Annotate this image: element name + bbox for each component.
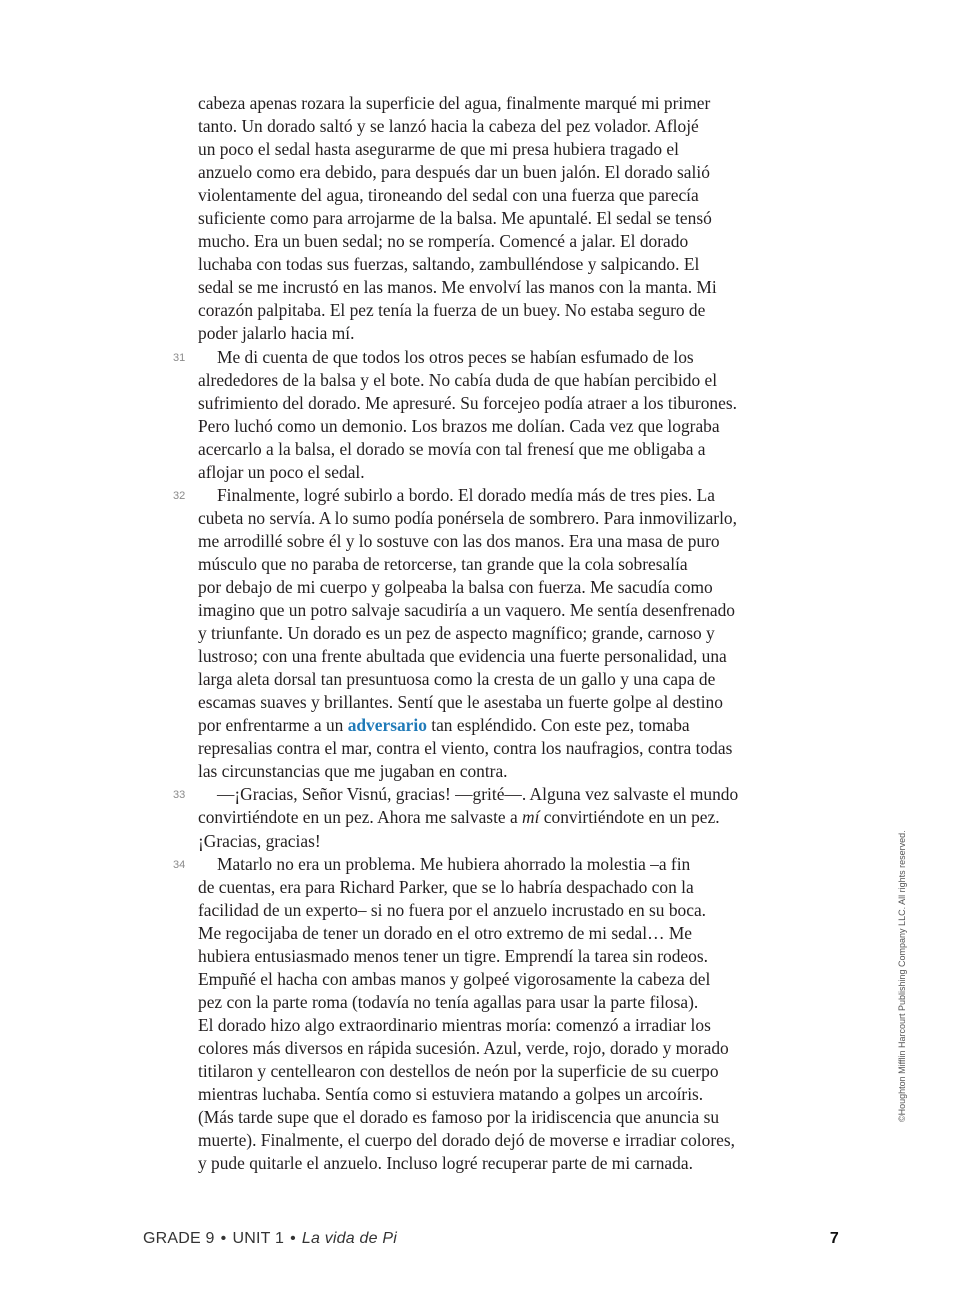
text-line: [198, 645, 798, 668]
line-text: ¡Gracias, gracias!: [198, 830, 321, 851]
text-line: [198, 207, 798, 230]
footer-bullet: •: [220, 1230, 227, 1247]
line-text: por debajo de mi cuerpo y golpeaba la balsa con fuerza. Me sacudía como: [198, 576, 713, 597]
line-text: alrededores de la balsa y el bote. No cabía duda de que habían percibido el: [198, 369, 718, 390]
text-line: [198, 668, 798, 691]
text-line: [198, 369, 798, 392]
text-line: [198, 1152, 798, 1175]
line-text: mientras luchaba. Sentía como si estuviera matando a golpes un arcoíris.: [198, 1084, 704, 1105]
text-line: [198, 714, 798, 737]
line-text: —¡Gracias, Señor Visnú, gracias! —grité—. Alguna vez salvaste el mundo: [217, 784, 739, 805]
text-line: [198, 553, 798, 576]
line-text: y pude quitarle el anzuelo. Incluso logré recuperar parte de mi carnada.: [198, 1153, 693, 1174]
text-line: [198, 1060, 798, 1083]
line-text: cabeza apenas rozara la superficie del agua, finalmente marqué mi primer: [198, 93, 711, 113]
line-text: escamas suaves y brillantes. Sentí que le asestaba un fuerte golpe al destino: [198, 692, 723, 713]
page-footer: [143, 1230, 839, 1252]
text-line: [198, 415, 798, 438]
line-text: colores más diversos en rápida sucesión. Azul, verde, rojo, dorado y morado: [198, 1037, 729, 1058]
copyright-notice: ©Houghton Mifflin Harcourt Publishing Company LLC. All rights reserved.: [897, 830, 907, 1122]
page-number: 7: [829, 1230, 839, 1247]
line-text: lustroso; con una frente abultada que evidencia una fuerte personalidad, una: [198, 646, 727, 667]
text-line: [198, 576, 798, 599]
paragraph-number: 32: [173, 489, 186, 502]
text-line: [198, 507, 798, 530]
text-line: [198, 691, 798, 714]
text-line: [198, 1106, 798, 1129]
line-text: por enfrentarme a un: [198, 715, 348, 736]
line-text: acercarlo a la balsa, el dorado se movía con tal frenesí que me obligaba a: [198, 438, 706, 459]
text-line: [198, 737, 798, 760]
line-text: tanto. Un dorado saltó y se lanzó hacia la cabeza del pez volador. Aflojé: [198, 116, 699, 137]
text-line: [198, 599, 798, 622]
line-text: poder jalarlo hacia mí.: [198, 323, 355, 344]
line-text: sedal se me incrustó en las manos. Me envolví las manos con la manta. Mi: [198, 277, 717, 298]
text-line: [198, 622, 798, 645]
line-text: y triunfante. Un dorado es un pez de aspecto magnífico; grande, carnoso y: [198, 623, 715, 644]
paragraph-start-line: [173, 484, 798, 507]
text-line: [198, 115, 798, 138]
text-line: [198, 322, 798, 345]
line-text: convirtiéndote en un pez. Ahora me salvaste a: [198, 807, 523, 828]
line-text: Me di cuenta de que todos los otros peces se habían esfumado de los: [217, 346, 694, 367]
text-line: [198, 438, 798, 461]
line-text: hubiera entusiasmado menos tener un tigre. Emprendí la tarea sin rodeos.: [198, 945, 708, 966]
text-line: [198, 945, 798, 968]
line-text: me arrodillé sobre él y lo sostuve con las dos manos. Era una masa de puro: [198, 530, 720, 551]
line-text: Pero luchó como un demonio. Los brazos me dolían. Cada vez que lograba: [198, 415, 720, 436]
text-line: [198, 530, 798, 553]
paragraph-start-line: [173, 783, 798, 806]
text-line: [198, 899, 798, 922]
line-text: imagino que un potro salvaje sacudiría a un vaquero. Me sentía desenfrenado: [198, 600, 735, 621]
line-text: luchaba con todas sus fuerzas, saltando, zambulléndose y salpicando. El: [198, 254, 700, 275]
paragraph-number: 34: [173, 858, 186, 871]
paragraph-start-line: [173, 853, 798, 876]
text-line: [198, 876, 798, 899]
line-text: muerte). Finalmente, el cuerpo del dorado dejó de moverse e irradiar colores,: [198, 1130, 735, 1151]
line-text: pez con la parte roma (todavía no tenía agallas para usar la parte filosa).: [198, 991, 699, 1012]
text-line: [198, 1037, 798, 1060]
text-line: [198, 991, 798, 1014]
footer-grade: GRADE 9: [143, 1230, 215, 1247]
footer-unit: UNIT 1: [232, 1230, 285, 1247]
text-line: [198, 392, 798, 415]
line-text: un poco el sedal hasta asegurarme de que mi presa hubiera tragado el: [198, 139, 679, 160]
text-line: [198, 1014, 798, 1037]
line-text: convirtiéndote en un pez.: [539, 807, 720, 828]
line-text: Matarlo no era un problema. Me hubiera ahorrado la molestia –a fin: [217, 853, 691, 874]
text-line: [198, 806, 798, 829]
line-text: músculo que no paraba de retorcerse, tan grande que la cola sobresalía: [198, 553, 688, 574]
text-line: [198, 1083, 798, 1106]
text-line: [198, 138, 798, 161]
story-text: [173, 92, 798, 1175]
text-line: [198, 161, 798, 184]
line-text: mucho. Era un buen sedal; no se rompería. Comencé a jalar. El dorado: [198, 231, 689, 252]
text-line: [198, 276, 798, 299]
paragraph-start-line: [173, 346, 798, 369]
line-text: titilaron y centellearon con destellos de neón por la superficie de su cuerpo: [198, 1060, 719, 1081]
line-text: de cuentas, era para Richard Parker, que se lo habría despachado con la: [198, 876, 694, 897]
line-text: aflojar un poco el sedal.: [198, 461, 365, 482]
paragraph-number: 33: [173, 789, 186, 802]
line-text: facilidad de un experto– si no fuera por el anzuelo incrustado en su boca.: [198, 899, 707, 920]
emphasized-word: mí: [522, 807, 540, 828]
text-line: [198, 1129, 798, 1152]
line-text: larga aleta dorsal tan presuntuosa como la cresta de un gallo y una capa de: [198, 669, 716, 690]
text-line: [198, 830, 798, 853]
line-text: tan espléndido. Con este pez, tomaba: [426, 715, 690, 736]
text-line: [198, 230, 798, 253]
text-line: [198, 299, 798, 322]
text-line: [198, 92, 798, 115]
line-text: corazón palpitaba. El pez tenía la fuerza de un buey. No estaba seguro de: [198, 300, 706, 321]
line-text: El dorado hizo algo extraordinario mientras moría: comenzó a irradiar los: [198, 1014, 711, 1035]
footer-bullet: •: [290, 1230, 296, 1247]
text-line: [198, 253, 798, 276]
text-line: [198, 461, 798, 484]
line-text: sufrimiento del dorado. Me apresuré. Su forcejeo podía atraer a los tiburones.: [198, 392, 737, 413]
line-text: Finalmente, logré subirlo a bordo. El dorado medía más de tres pies. La: [217, 484, 715, 505]
footer-book-title: La vida de Pi: [301, 1230, 397, 1247]
footer-course-info: [143, 1230, 397, 1248]
text-line: [198, 760, 798, 783]
line-text: cubeta no servía. A lo sumo podía ponérsela de sombrero. Para inmovilizarlo,: [198, 507, 737, 528]
line-text: Empuñé el hacha con ambas manos y golpeé vigorosamente la cabeza del: [198, 968, 711, 989]
paragraph-number: 31: [173, 351, 186, 364]
vocabulary-word-link[interactable]: adversario: [347, 715, 427, 736]
line-text: Me regocijaba de tener un dorado en el otro extremo de mi sedal… Me: [198, 922, 693, 943]
line-text: las circunstancias que me jugaban en contra.: [198, 761, 508, 782]
line-text: represalias contra el mar, contra el viento, contra los naufragios, contra todas: [198, 738, 733, 759]
line-text: (Más tarde supe que el dorado es famoso por la iridiscencia que anuncia su: [198, 1107, 720, 1128]
text-line: [198, 922, 798, 945]
text-line: [198, 184, 798, 207]
text-line: [198, 968, 798, 991]
line-text: violentamente del agua, tironeando del sedal con una fuerza que parecía: [198, 185, 699, 206]
line-text: anzuelo como era debido, para después dar un buen jalón. El dorado salió: [198, 162, 710, 183]
line-text: suficiente como para arrojarme de la balsa. Me apuntalé. El sedal se tensó: [198, 208, 712, 229]
